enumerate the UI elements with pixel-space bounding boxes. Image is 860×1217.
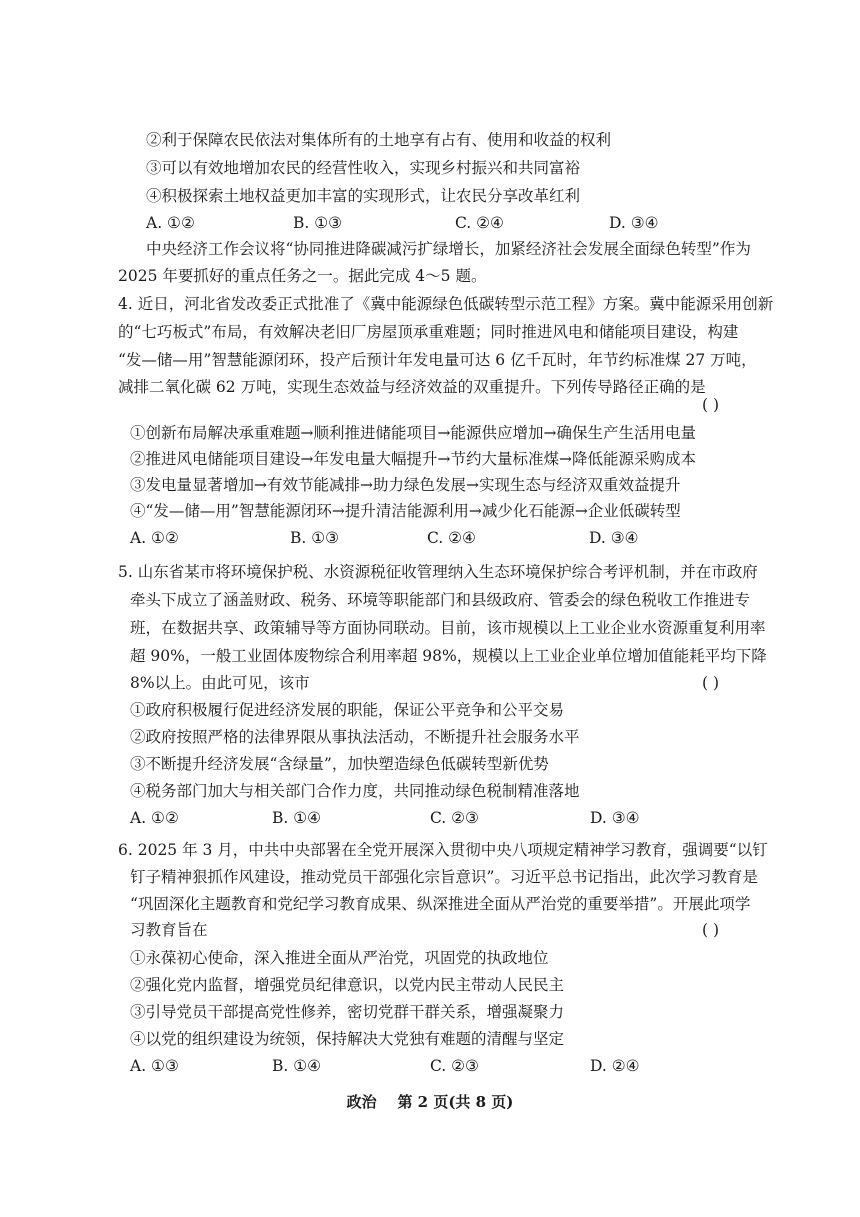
q4-stem-line-4: 减排二氧化碳 62 万吨，实现生态效益与经济效益的双重提升。下列传导路径正确的是 [118, 378, 706, 396]
q6-item-4: ④以党的组织建设为统领，保持解决大党独有难题的清醒与坚定 [130, 1030, 565, 1048]
q4-option-a: A. ①② [130, 529, 179, 547]
q4-stem-line-3: “发—储—用”智慧能源闭环，投产后预计年发电量可达 6 亿千瓦时，年节约标准煤 27 万吨， [118, 351, 757, 369]
q6-option-a: A. ①③ [130, 1057, 179, 1075]
q5-option-c: C. ②③ [430, 809, 479, 827]
q5-option-b: B. ①④ [272, 809, 322, 827]
q3-item-2: ②利于保障农民依法对集体所有的土地享有占有、使用和收益的权利 [146, 131, 612, 149]
q6-option-b: B. ①④ [272, 1057, 322, 1075]
q6-stem-line-1: 6. 2025 年 3 月，中共中央部署在全党开展深入贯彻中央八项规定精神学习教育，强调要“以钉 [118, 841, 768, 859]
q5-item-4: ④税务部门加大与相关部门合作力度，共同推动绿色税制精准落地 [130, 782, 580, 800]
q6-option-c: C. ②③ [430, 1057, 479, 1075]
q5-answer-paren: ( ) [702, 674, 720, 692]
q3-item-4: ④积极探索土地权益更加丰富的实现形式，让农民分享改革红利 [146, 187, 581, 205]
q5-stem-line-4: 超 90%，一般工业固体废物综合利用率超 98%，规模以上工业企业单位增加值能耗平均下降 [130, 647, 767, 665]
q3-option-b: B. ①③ [293, 214, 343, 232]
q6-stem-line-2: 钉子精神狠抓作风建设，推动党员干部强化宗旨意识”。习近平总书记指出，此次学习教育是 [130, 868, 758, 886]
q4-item-3: ③发电量显著增加→有效节能减排→助力绿色发展→实现生态与经济双重效益提升 [130, 476, 681, 494]
q5-stem-line-2: 牵头下成立了涵盖财政、税务、环境等职能部门和县级政府、管委会的绿色税收工作推进专 [130, 591, 751, 609]
q5-option-a: A. ①② [130, 809, 179, 827]
q6-stem-line-4: 习教育旨在 [130, 921, 208, 939]
q4-option-b: B. ①③ [290, 529, 340, 547]
q6-item-3: ③引导党员干部提高党性修养，密切党群干群关系，增强凝聚力 [130, 1003, 565, 1021]
q6-item-1: ①永葆初心使命，深入推进全面从严治党，巩固党的执政地位 [130, 949, 549, 967]
q4-option-d: D. ③④ [589, 529, 639, 547]
q5-stem-line-1: 5. 山东省某市将环境保护税、水资源税征收管理纳入生态环境保护综合考评机制，并在市政府 [118, 563, 758, 581]
q4-answer-paren: ( ) [702, 396, 720, 414]
q5-item-3: ③不断提升经济发展“含绿量”，加快塑造绿色低碳转型新优势 [130, 755, 549, 773]
page-footer: 政治 第 2 页(共 8 页) [346, 1093, 514, 1111]
q6-answer-paren: ( ) [702, 921, 720, 939]
q5-option-d: D. ③④ [590, 809, 640, 827]
q3-item-3: ③可以有效地增加农民的经营性收入，实现乡村振兴和共同富裕 [146, 159, 581, 177]
q3-option-a: A. ①② [146, 214, 195, 232]
q6-option-d: D. ②④ [590, 1057, 640, 1075]
q3-option-c: C. ②④ [455, 214, 504, 232]
q4-option-c: C. ②④ [427, 529, 476, 547]
q4-stem-line-2: 的“七巧板式”布局，有效解决老旧厂房屋顶承重难题；同时推进风电和储能项目建设，构建 [118, 323, 739, 341]
q3-option-d: D. ③④ [609, 214, 659, 232]
q4-item-4: ④“发—储—用”智慧能源闭环→提升清洁能源利用→减少化石能源→企业低碳转型 [130, 502, 681, 520]
q5-stem-line-3: 班，在数据共享、政策辅导等方面协同联动。目前，该市规模以上工业企业水资源重复利用率 [130, 619, 766, 637]
intro-line-1: 中央经济工作会议将“协同推进降碳减污扩绿增长，加紧经济社会发展全面绿色转型”作为 [146, 240, 751, 258]
q5-item-1: ①政府积极履行促进经济发展的职能，保证公平竞争和公平交易 [130, 701, 565, 719]
q4-stem-line-1: 4. 近日，河北省发改委正式批准了《冀中能源绿色低碳转型示范工程》方案。冀中能源采用创新 [118, 295, 774, 313]
q4-item-1: ①创新布局解决承重难题→顺利推进储能项目→能源供应增加→确保生产生活用电量 [130, 424, 696, 442]
q5-item-2: ②政府按照严格的法律界限从事执法活动，不断提升社会服务水平 [130, 728, 580, 746]
intro-line-2: 2025 年要抓好的重点任务之一。据此完成 4～5 题。 [118, 267, 487, 285]
q5-stem-line-5: 8%以上。由此可见，该市 [130, 674, 310, 692]
q4-item-2: ②推进风电储能项目建设→年发电量大幅提升→节约大量标准煤→降低能源采购成本 [130, 450, 696, 468]
q6-item-2: ②强化党内监督，增强党员纪律意识，以党内民主带动人民民主 [130, 976, 565, 994]
q6-stem-line-3: “巩固深化主题教育和党纪学习教育成果、纵深推进全面从严治党的重要举措”。开展此项学 [130, 895, 751, 913]
